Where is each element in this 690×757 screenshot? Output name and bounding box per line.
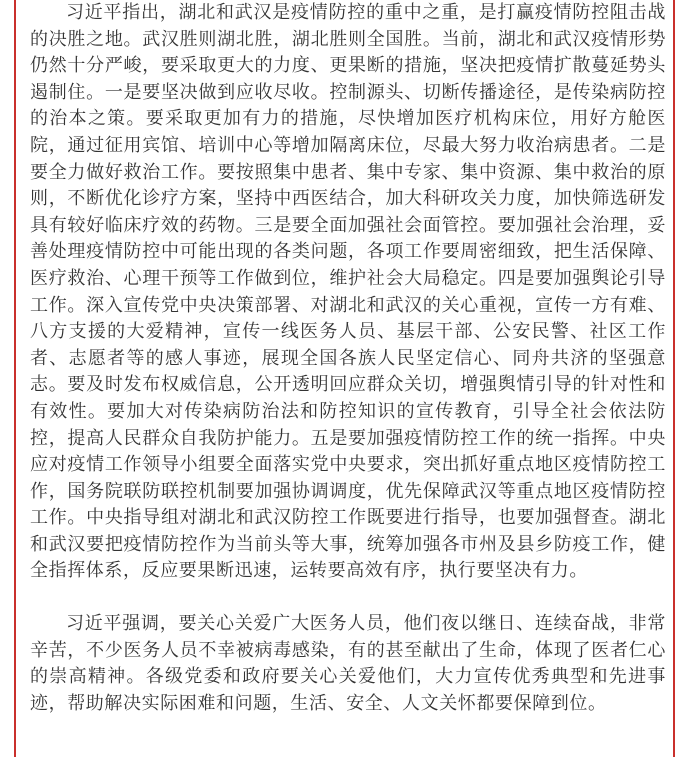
paragraph-medical-staff: 习近平强调，要关心关爱广大医务人员，他们夜以继日、连续奋战，非常辛苦，不少医务人员不幸被病毒感染，有的甚至献出了生命，体现了医者仁心的崇高精神。各级党委和政府要关心关爱他们，大力宣传优秀典型和先进事迹，帮助解决实际困难和问题，生活、安全、人文关怀都要保障到位。 bbox=[30, 613, 666, 714]
paragraph-instructions: 习近平指出，湖北和武汉是疫情防控的重中之重，是打赢疫情防控阻击战的决胜之地。武汉胜则湖北胜，湖北胜则全国胜。当前，湖北和武汉疫情形势仍然十分严峻，要采取更大的力度、更果断的措施，坚决把疫情扩散蔓延势头遏制住。一是要坚决做到应收尽收。控制源头、切断传播途径，是传染病防控的治本之策。要采取更加有力的措施，尽快增加医疗机构床位，用好方舱医院，通过征用宾馆、培训中心等增加隔离床位，尽最大努力收治病患者。二是要全力做好救治工作。要按照集中患者、集中专家、集中资源、集中救治的原则，不断优化诊疗方案，坚持中西医结合，加大科研攻关力度，加快筛选研发具有较好临床疗效的药物。三是要全面加强社会面管控。要加强社会治理，妥善处理疫情防控中可能出现的各类问题，各项工作要周密细致，把生活保障、医疗救治、心理干预等工作做到位，维护社会大局稳定。四是要加强舆论引导工作。深入宣传党中央决策部署、对湖北和武汉的关心重视，宣传一方有难、八方支援的大爱精神，宣传一线医务人员、基层干部、公安民警、社区工作者、志愿者等的感人事迹，展现全国各族人民坚定信心、同舟共济的坚强意志。要及时发布权威信息，公开透明回应群众关切，增强舆情引导的针对性和有效性。要加大对传染病防治法和防控知识的宣传教育，引导全社会依法防控，提高人民群众自我防护能力。五是要加强疫情防控工作的统一指挥。中央应对疫情工作领导小组要全面落实党中央要求，突出抓好重点地区疫情防控工作，国务院联防联控机制要加强协调调度，优先保障武汉等重点地区疫情防控工作。中央指导组对湖北和武汉防控工作既要进行指导，也要加强督查。湖北和武汉要把疫情防控作为当前头等大事，统筹加强各市州及县乡防疫工作，健全指挥体系，反应要果断迅速，运转要高效有序，执行要坚决有力。 bbox=[30, 2, 666, 582]
article-body bbox=[30, 0, 666, 717]
